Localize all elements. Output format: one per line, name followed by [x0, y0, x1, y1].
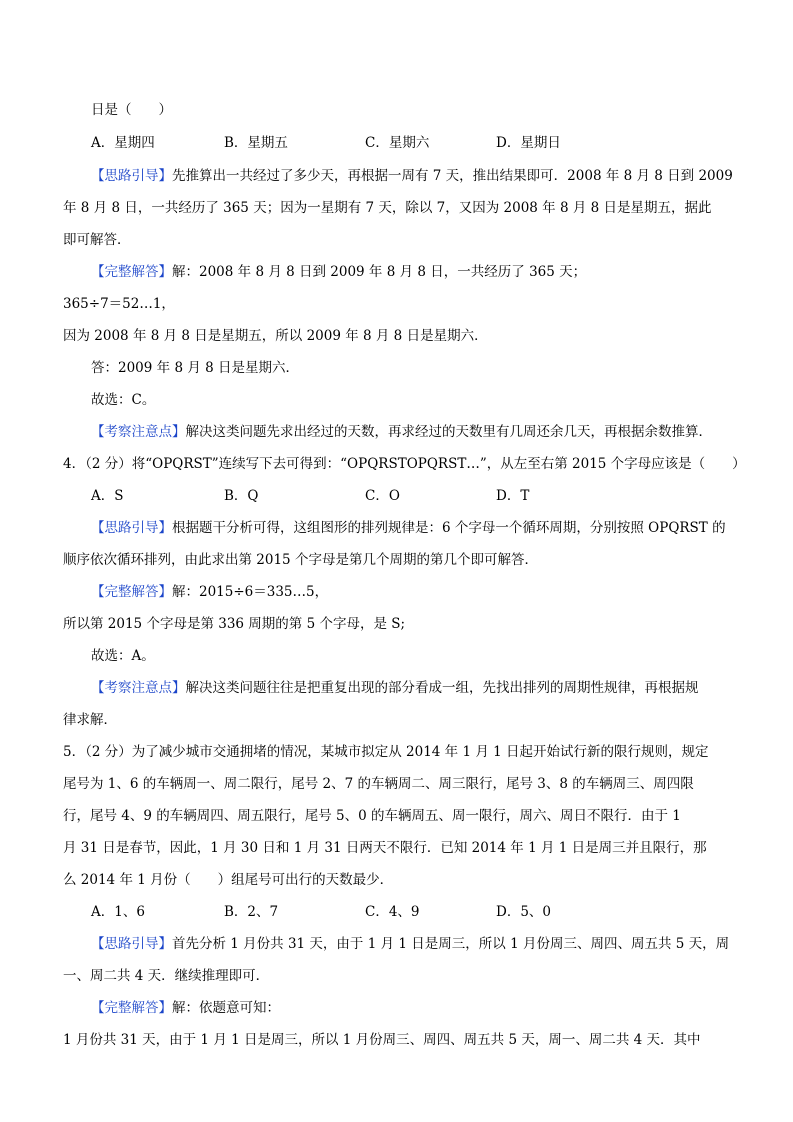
- q5-stem-line-2: 尾号为 1、6 的车辆周一、周二限行，尾号 2、7 的车辆周二、周三限行，尾号 3、8 的车辆周三、周四限: [63, 776, 694, 792]
- q3-note-text: 解决这类问题先求出经过的天数，再求经过的天数里有几周还余几天，再根据余数推算．: [185, 424, 712, 440]
- q4-answer-line-2: 所以第 2015 个字母是第 336 周期的第 5 个字母，是 S;: [63, 616, 406, 632]
- q4-note-line-2: 律求解．: [63, 712, 117, 728]
- q3-option-b: B．星期五: [224, 135, 288, 151]
- answer-tag: 【完整解答】: [91, 264, 172, 280]
- q4-note-text-1: 解决这类问题往往是把重复出现的部分看成一组，先找出排列的周期性规律，再根据规: [185, 680, 699, 696]
- q4-option-b: B．Q: [224, 488, 259, 504]
- answer-tag: 【完整解答】: [91, 1000, 172, 1016]
- q4-option-a: A．S: [91, 488, 124, 504]
- q5-option-d: D．5、0: [496, 904, 552, 920]
- q5-answer-line-1: [91, 998, 280, 1018]
- hint-tag: 【思路引导】: [91, 520, 172, 536]
- q3-answer-line-5: 故选：C。: [91, 392, 156, 408]
- q5-stem-line-3: 行，尾号 4、9 的车辆周四、周五限行，尾号 5、0 的车辆周五、周一限行，周六、周日不限行．由于 1: [63, 808, 681, 824]
- answer-tag: 【完整解答】: [91, 584, 172, 600]
- q3-answer-line-2: 365÷7＝52…1，: [63, 296, 175, 312]
- q3-note-line: [91, 422, 712, 442]
- q5-answer-text-1: 解：依题意可知：: [172, 1000, 280, 1016]
- note-tag: 【考察注意点】: [91, 680, 186, 696]
- q4-option-d: D．T: [496, 488, 530, 504]
- q4-options: [91, 486, 691, 506]
- q3-answer-line-3: 因为 2008 年 8 月 8 日是星期五，所以 2009 年 8 月 8 日是星期六．: [63, 328, 488, 344]
- q3-option-c: C．星期六: [365, 135, 430, 151]
- q3-stem-tail: 日是（ ）: [91, 102, 172, 118]
- q5-hint-line-2: 一、周二共 4 天．继续推理即可．: [63, 968, 270, 984]
- q4-note-line-1: [91, 678, 699, 698]
- q3-hint-line-3: 即可解答．: [63, 232, 131, 248]
- note-tag: 【考察注意点】: [91, 424, 186, 440]
- q4-hint-line-2: 顺序依次循环排列，由此求出第 2015 个字母是第几个周期的第几个即可解答．: [63, 552, 538, 568]
- q3-options: [91, 133, 691, 153]
- q5-options: [91, 902, 691, 922]
- q5-option-c: C．4、9: [365, 904, 420, 920]
- q4-answer-line-1: [91, 582, 328, 602]
- q3-answer-line-4: 答：2009 年 8 月 8 日是星期六．: [91, 360, 299, 376]
- q3-hint-text-1: 先推算出一共经过了多少天，再根据一周有 7 天，推出结果即可．2008 年 8 月 8 日到 2009: [172, 168, 733, 184]
- q3-option-a: A．星期四: [91, 135, 155, 151]
- q5-answer-line-2: 1 月份共 31 天，由于 1 月 1 日是周三，所以 1 月份周三、周四、周五共 5 天，周一、周二共 4 天．其中: [63, 1032, 701, 1048]
- q5-stem-line-5: 么 2014 年 1 月份（ ）组尾号可出行的天数最少．: [63, 872, 394, 888]
- q4-answer-text-1: 解：2015÷6＝335…5，: [172, 584, 329, 600]
- q3-option-d: D．星期日: [496, 135, 561, 151]
- q3-hint-line-1: [91, 166, 733, 186]
- q4-answer-line-3: 故选：A。: [91, 648, 155, 664]
- hint-tag: 【思路引导】: [91, 168, 172, 184]
- q5-option-a: A．1、6: [91, 904, 145, 920]
- q3-hint-line-2: 年 8 月 8 日，一共经历了 365 天；因为一星期有 7 天，除以 7，又因为 2008 年 8 月 8 日是星期五，据此: [63, 200, 712, 216]
- q5-stem-line-4: 月 31 日是春节，因此，1 月 30 日和 1 月 31 日两天不限行．已知 2014 年 1 月 1 日是周三并且限行，那: [63, 840, 707, 856]
- q5-stem-line-1: 5．（2 分）为了减少城市交通拥堵的情况，某城市拟定从 2014 年 1 月 1 日起开始试行新的限行规则，规定: [63, 744, 709, 760]
- q4-hint-line-1: [91, 518, 726, 538]
- hint-tag: 【思路引导】: [91, 936, 172, 952]
- q4-option-c: C．O: [365, 488, 400, 504]
- q3-answer-text-1: 解：2008 年 8 月 8 日到 2009 年 8 月 8 日，一共经历了 365 天；: [172, 264, 587, 280]
- q5-hint-line-1: [91, 934, 729, 954]
- q3-answer-line-1: [91, 262, 586, 282]
- q4-stem: 4．（2 分）将“OPQRST”连续写下去可得到：“OPQRSTOPQRST…”，从左至右第 2015 个字母应该是（ ）: [63, 456, 746, 472]
- q5-option-b: B．2、7: [224, 904, 279, 920]
- q5-hint-text-1: 首先分析 1 月份共 31 天，由于 1 月 1 日是周三，所以 1 月份周三、周四、周五共 5 天，周: [172, 936, 730, 952]
- q4-hint-text-1: 根据题干分析可得，这组图形的排列规律是：6 个字母一个循环周期，分别按照 OPQRST 的: [172, 520, 726, 536]
